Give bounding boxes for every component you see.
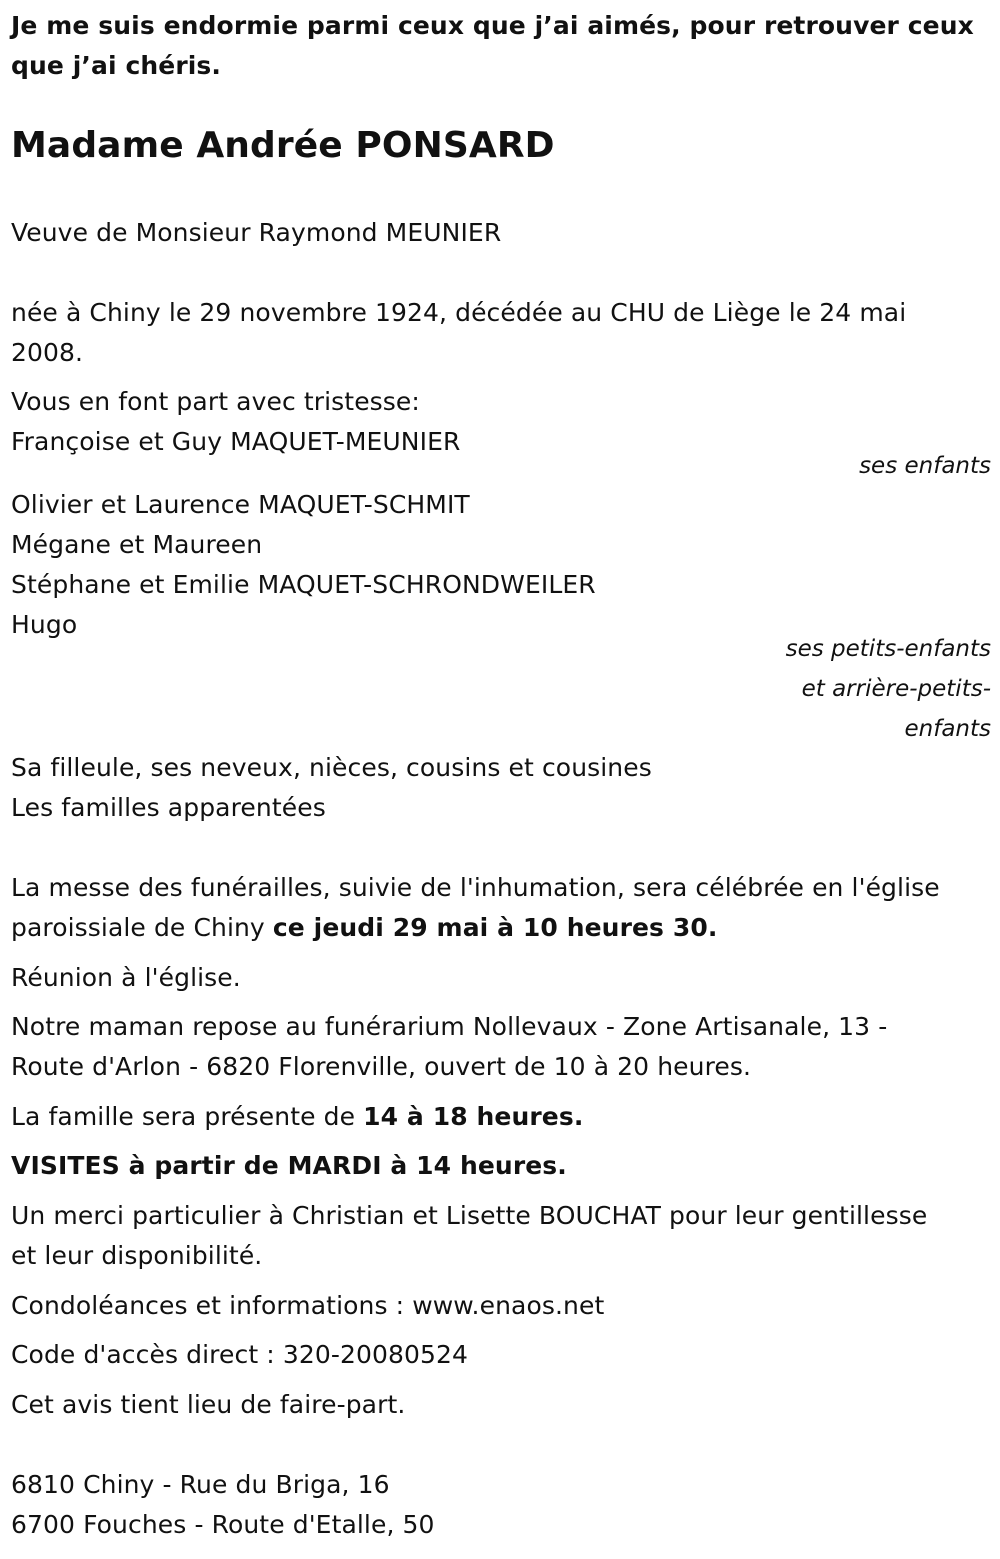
- visits-info: VISITES à partir de MARDI à 14 heures.: [11, 1151, 567, 1180]
- children-role: ses enfants: [859, 453, 991, 479]
- funeral-line-2-prefix: paroissiale de Chiny: [11, 913, 273, 942]
- funerarium-line-2: Route d'Arlon - 6820 Florenville, ouvert de 10 à 20 heures.: [11, 1052, 752, 1081]
- grandchildren-role-line-1: ses petits-enfants: [785, 636, 991, 662]
- family-presence-prefix: La famille sera présente de: [11, 1102, 364, 1131]
- funeral-datetime: ce jeudi 29 mai à 10 heures 30.: [272, 913, 718, 942]
- thanks-line-2: et leur disponibilité.: [11, 1241, 263, 1270]
- address-line: 6810 Chiny - Rue du Briga, 16: [11, 1470, 390, 1499]
- extended-family-line: Les familles apparentées: [11, 793, 326, 822]
- grandchild-name: Stéphane et Emilie MAQUET-SCHRONDWEILER: [11, 570, 596, 599]
- grandchildren-role-line-2: et arrière-petits-: [801, 676, 991, 702]
- grandchildren-role-line-3: enfants: [904, 716, 991, 742]
- grandchild-name: Mégane et Maureen: [11, 530, 263, 559]
- announcement-intro: Vous en font part avec tristesse:: [11, 387, 420, 416]
- widow-of: Veuve de Monsieur Raymond MEUNIER: [11, 218, 502, 247]
- epigraph-line-2: que j’ai chéris.: [11, 51, 222, 80]
- thanks-line-1: Un merci particulier à Christian et Lisette BOUCHAT pour leur gentillesse: [11, 1201, 928, 1230]
- grandchild-name: Olivier et Laurence MAQUET-SCHMIT: [11, 490, 470, 519]
- extended-family-line: Sa filleule, ses neveux, nièces, cousins et cousines: [11, 753, 652, 782]
- grandchild-name: Hugo: [11, 610, 78, 639]
- children-name: Françoise et Guy MAQUET-MEUNIER: [11, 427, 461, 456]
- funeral-line-2: [11, 908, 717, 948]
- family-presence-hours: 14 à 18 heures.: [363, 1102, 584, 1131]
- notice-text: Cet avis tient lieu de faire-part.: [11, 1390, 406, 1419]
- birth-death-line-2: 2008.: [11, 338, 84, 367]
- funerarium-line-1: Notre maman repose au funérarium Nollevaux - Zone Artisanale, 13 -: [11, 1012, 888, 1041]
- address-line: 6700 Fouches - Route d'Etalle, 50: [11, 1510, 435, 1539]
- deceased-name: Madame Andrée PONSARD: [11, 125, 555, 166]
- epigraph-line-1: Je me suis endormie parmi ceux que j’ai aimés, pour retrouver ceux: [11, 11, 974, 40]
- condolences-info: Condoléances et informations : www.enaos.net: [11, 1291, 605, 1320]
- family-presence: [11, 1097, 583, 1137]
- meeting-info: Réunion à l'église.: [11, 963, 241, 992]
- birth-death-line-1: née à Chiny le 29 novembre 1924, décédée au CHU de Liège le 24 mai: [11, 298, 907, 327]
- access-code: Code d'accès direct : 320-20080524: [11, 1340, 469, 1369]
- funeral-line-1: La messe des funérailles, suivie de l'inhumation, sera célébrée en l'église: [11, 873, 940, 902]
